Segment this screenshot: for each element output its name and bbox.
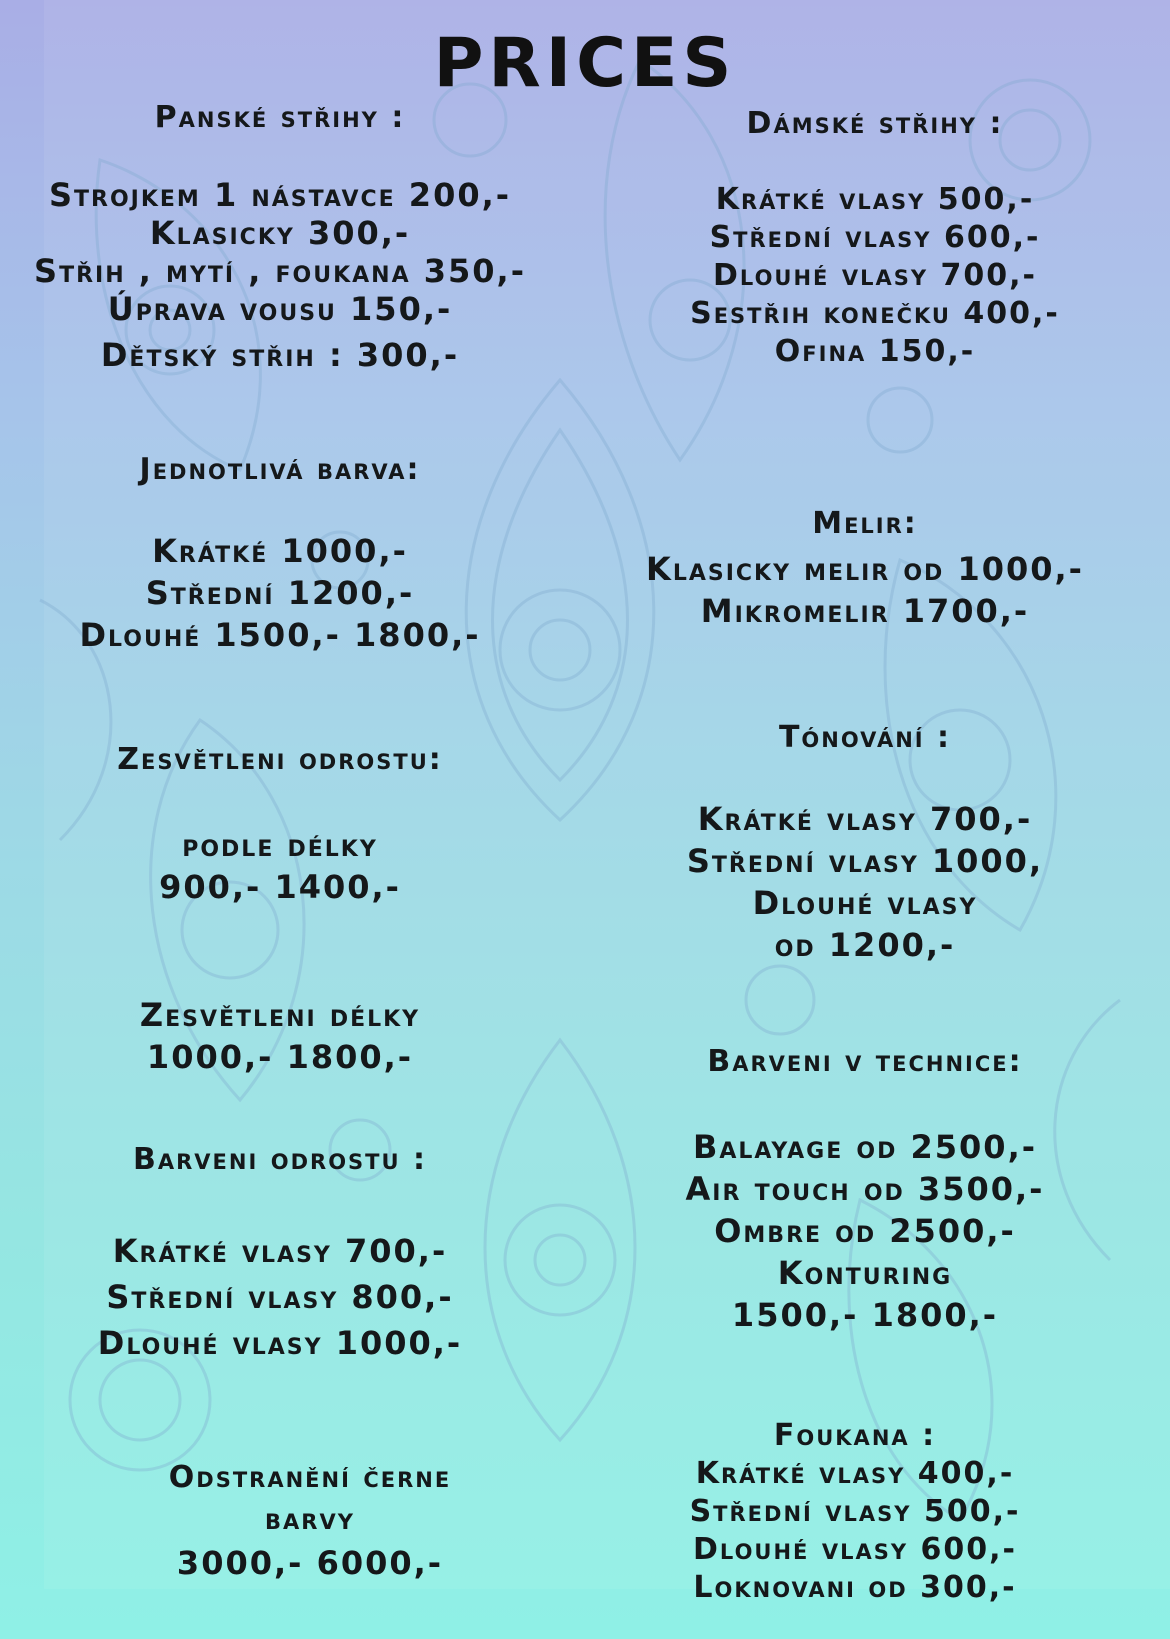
section-heading: Tónování :: [778, 720, 952, 755]
section-heading: Barveni v technice:: [707, 1044, 1023, 1079]
price-line: Ofina 150,-: [774, 334, 976, 369]
price-line: Dlouhé vlasy: [752, 884, 978, 922]
price-line: Dlouhé 1500,- 1800,-: [79, 616, 481, 654]
price-line: Krátké vlasy 500,-: [715, 182, 1035, 217]
price-line: Klasicky 300,-: [149, 214, 411, 252]
price-line: 900,- 1400,-: [159, 868, 401, 906]
jednotliva-barva-section: [0, 452, 560, 658]
price-line: Balayage od 2500,-: [692, 1128, 1038, 1166]
price-line: Střední vlasy 500,-: [689, 1494, 1021, 1529]
price-line: Střední vlasy 1000,: [686, 842, 1044, 880]
price-line: barvy: [265, 1502, 355, 1537]
price-line: Krátké 1000,-: [152, 532, 408, 570]
price-line: Střední 1200,-: [145, 574, 415, 612]
foukana-section: [560, 1418, 1150, 1608]
price-line: Dlouhé vlasy 600,-: [693, 1532, 1017, 1567]
page-title: PRICES: [433, 24, 737, 103]
price-line: Klasicky melir od 1000,-: [646, 550, 1084, 588]
barveni-odrostu-section: [0, 1142, 560, 1370]
price-line: Air touch od 3500,-: [685, 1170, 1045, 1208]
price-line: od 1200,-: [774, 926, 956, 964]
section-heading: Melir:: [812, 506, 918, 541]
price-line: Střední vlasy 600,-: [709, 220, 1041, 255]
price-line: Sestřih konečku 400,-: [690, 296, 1060, 331]
section-heading: Barveni odrostu :: [133, 1142, 427, 1177]
section-heading: Zesvětleni odrostu:: [117, 742, 443, 777]
melir-section: [560, 506, 1170, 634]
price-line: Ombre od 2500,-: [714, 1212, 1016, 1250]
price-line: Zesvětleni délky: [139, 996, 421, 1034]
zesvetleni-delky-section: [0, 996, 560, 1080]
zesvetleni-odrostu-section: [0, 742, 560, 910]
damske-strihy-section: [580, 106, 1170, 372]
price-line: Dlouhé vlasy 700,-: [713, 258, 1037, 293]
price-line: 3000,- 6000,-: [176, 1544, 444, 1582]
odstraneni-cerne-section: [30, 1460, 590, 1586]
price-line: Dětský střih : 300,-: [100, 336, 460, 374]
barveni-v-technice-section: [560, 1044, 1170, 1338]
section-heading: Panské střihy :: [154, 100, 406, 135]
price-line: Strojkem 1 nástavce 200,-: [48, 176, 512, 214]
section-heading: Dámské střihy :: [746, 106, 1004, 141]
price-line: Střih , mytí , foukana 350,-: [34, 252, 526, 290]
price-line: Střední vlasy 800,-: [106, 1278, 454, 1316]
price-line: 1000,- 1800,-: [146, 1038, 414, 1076]
tonovani-section: [560, 720, 1170, 968]
section-heading: Jednotlivá barva:: [139, 452, 421, 487]
price-line: Odstranění černe: [168, 1460, 452, 1495]
section-heading: Foukana :: [773, 1418, 937, 1453]
price-line: podle délky: [182, 826, 378, 864]
price-line: Mikromelir 1700,-: [700, 592, 1030, 630]
price-line: Loknovani od 300,-: [693, 1570, 1017, 1605]
price-line: 1500,- 1800,-: [731, 1296, 999, 1334]
price-line: Konturing: [777, 1254, 953, 1292]
price-line: Krátké vlasy 700,-: [112, 1232, 448, 1270]
price-line: Úprava vousu 150,-: [107, 290, 453, 328]
panske-strihy-section: [0, 100, 560, 374]
price-line: Krátké vlasy 400,-: [695, 1456, 1015, 1491]
price-line: Krátké vlasy 700,-: [697, 800, 1033, 838]
price-line: Dlouhé vlasy 1000,-: [97, 1324, 463, 1362]
